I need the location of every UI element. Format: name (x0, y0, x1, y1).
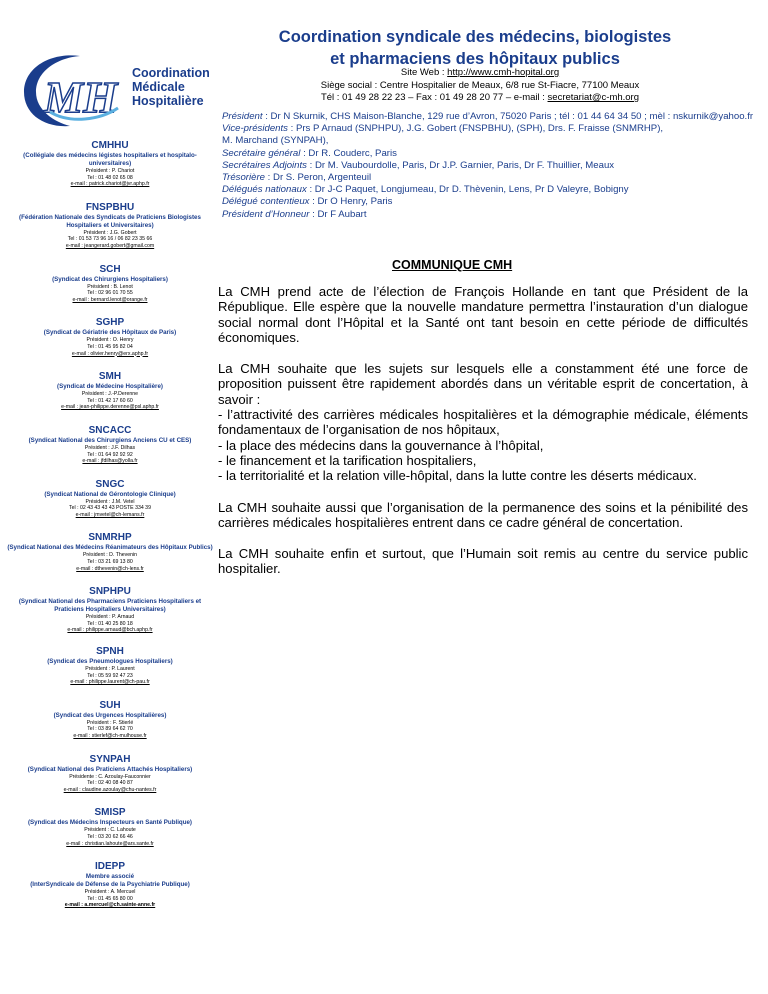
officer-role: Secrétaires Adjoints (222, 159, 307, 171)
union-entry (6, 646, 214, 686)
union-contact-line: Tel : 01 45 65 80 00 (87, 895, 133, 902)
union-fullname: (Syndicat des Médecins Inspecteurs en Santé Publique) (27, 819, 192, 827)
union-contact-line: Tel : 01 42 17 60 60 (87, 397, 133, 404)
paragraph-line: La CMH souhaite aussi que l’organisation de la permanence des soins et la pénibilité des carrières médicales hospitalières entrent dans ce cadre général de concertation. (218, 499, 748, 530)
site-label: Site Web : (400, 67, 448, 78)
officer-text: : Dr R. Couderc, Paris (300, 147, 397, 159)
union-contact-line: Tel : 03 20 62 66 46 (87, 833, 133, 840)
tel-prefix: Tél : 01 49 28 22 23 – Fax : 01 49 28 20 77 – e-mail : (320, 92, 548, 103)
union-entry (6, 586, 214, 634)
officer-row (222, 209, 762, 221)
union-fullname: (Syndicat de Médecine Hospitalière) (57, 383, 163, 391)
union-entry (6, 264, 214, 304)
union-contact-line: Président : J.-P.Derenne (81, 391, 139, 398)
union-fullname: (Syndicat National des Chirurgiens Anciens CU et CES) (28, 436, 192, 444)
union-email-link[interactable]: e-mail : a.mercuel@ch.sainte-anne.fr (64, 902, 156, 909)
union-entry (6, 317, 214, 357)
union-fullname: (Syndicat de Gériatrie des Hôpitaux de Paris) (43, 329, 177, 337)
union-abbr: SNPHPU (89, 586, 131, 598)
union-email-link[interactable]: e-mail : philippe.arnaud@bch.aphp.fr (67, 627, 153, 634)
contact-block (230, 67, 730, 105)
union-abbr: SUH (99, 699, 121, 711)
union-abbr: SPNH (96, 646, 124, 658)
officer-row (222, 111, 762, 123)
union-contact-line: Président : F. Stierlé (86, 719, 134, 726)
union-contact-line: Président : J.G. Gobert (83, 229, 137, 236)
logo-line-3: Hospitalière (132, 94, 204, 108)
union-fullname: (Syndicat des Chirurgiens Hospitaliers) (52, 275, 168, 283)
logo-line-1: Coordination (132, 66, 210, 80)
member-unions-sidebar (6, 140, 214, 909)
union-entry (6, 371, 214, 411)
union-abbr: SYNPAH (89, 753, 131, 765)
union-contact-line: Tel : 01 53 73 96 16 / 06 82 23 35 66 (67, 236, 153, 243)
union-contact-line: Présidente : C. Azoulay-Fauconnier (69, 773, 151, 780)
officer-text: : Dr F Aubart (309, 208, 367, 220)
officer-text: : Prs P Arnaud (SNPHPU), J.G. Gobert (FNSPBHU), (SPH), Drs. F. Fraisse (SNMRHP), (287, 123, 664, 135)
union-fullname: (Syndicat National des Praticiens Attachés Hospitaliers) (27, 765, 193, 773)
communique-title: COMMUNIQUE CMH (392, 258, 513, 272)
union-email-link[interactable]: e-mail : jeangerard.gobert@gmail.com (65, 242, 155, 249)
officer-row (222, 184, 762, 196)
union-contact-line: Tel : 03 89 64 62 70 (87, 726, 133, 733)
officer-role: Vice-présidents (222, 123, 288, 135)
union-abbr: SNCACC (88, 424, 132, 436)
union-contact-line: Président : J.M. Vetel (85, 498, 135, 505)
union-contact-line: Président : P. Chariot (85, 168, 135, 174)
paragraph-line: La CMH souhaite que les sujets sur lesquels elle a constamment été une force de proposition puissent être rapidement abordés dans un véritable esprit de concertation, à savoir : (218, 361, 748, 407)
union-contact-line: Président : D. Thevenin (82, 552, 138, 559)
union-entry (6, 425, 214, 465)
union-abbr: SNGC (95, 478, 125, 490)
union-email-link[interactable]: e-mail : patrick.chariot@jvr.aphp.fr (70, 181, 150, 188)
paragraph-line: - la territorialité et la relation ville-hôpital, dans la lutte contre les déserts médicaux. (218, 468, 697, 484)
officer-role: Secrétaire général (222, 147, 301, 159)
union-entry (6, 861, 214, 909)
officer-role: Délégué contentieux (222, 196, 310, 208)
union-contact-line: Tel : 05 59 92 47 23 (87, 672, 133, 679)
union-email-link[interactable]: e-mail : jean-philippe.derenne@psl.aphp.fr (61, 404, 159, 411)
union-contact-line: Tel : 01 64 92 92 92 (87, 451, 133, 458)
paragraph-line: La CMH prend acte de l’élection de François Hollande en tant que Président de la République. Elle espère que la nouvelle mandature permettra l’instauration d’un dialogue social normal dont l’Hôpital et la Santé ont tant besoin en cette période de difficultés économiques. (218, 284, 748, 345)
union-contact-line: Tel : 01 40 25 80 18 (87, 620, 133, 627)
union-email-link[interactable]: e-mail : claudine.azoulay@chu-nantes.fr (63, 786, 157, 793)
logo-text (132, 66, 210, 108)
officer-text: : Dr J-C Paquet, Longjumeau, Dr D. Thèvenin, Lens, Pr D Valeyre, Bobigny (306, 184, 629, 196)
union-entry (6, 202, 214, 250)
communique-paragraph (218, 500, 748, 531)
union-abbr: IDEPP (94, 861, 125, 873)
union-entry (6, 479, 214, 519)
site-web-line (230, 67, 730, 80)
union-contact-line: Président : P. Arnaud (85, 614, 135, 621)
union-contact-line: Tel : 02 40 08 40 87 (87, 780, 133, 787)
communique-paragraph (218, 284, 748, 345)
paragraph-line: - la place des médecins dans la gouvernance à l’hôpital, (218, 437, 544, 453)
union-entry (6, 140, 214, 188)
officer-row (222, 148, 762, 160)
union-fullname: Membre associé (InterSyndicale de Défense de la Psychiatrie Publique) (30, 873, 190, 889)
communique-body (218, 284, 748, 593)
officer-role: Président (222, 111, 263, 122)
union-fullname: (Syndicat des Urgences Hospitalières) (53, 711, 167, 719)
officer-row (222, 123, 762, 135)
officer-text: : Dr N Skurnik, CHS Maison-Blanche, 129 rue d’Avron, 75020 Paris ; tél : 01 44 64 34 50 ; mèl : nskurnik@yahoo.fr (262, 111, 754, 122)
union-email-link[interactable]: e-mail : jmvetel@ch-lemans.fr (75, 511, 145, 518)
siege-line: Siège social : Centre Hospitalier de Meaux, 6/8 rue St-Fiacre, 77100 Meaux (320, 79, 640, 91)
paragraph-line: - l’attractivité des carrières médicales hospitalières et la démographie médicale, éléments fondamentaux de l’organisation de nos hôpitaux, (218, 407, 748, 438)
union-contact-line: Président : C. Lahoute (84, 827, 136, 834)
union-email-link[interactable]: e-mail : bernard.lenot@orange.fr (72, 296, 148, 303)
union-abbr: SMH (98, 371, 122, 383)
officer-row (222, 172, 762, 184)
union-entry (6, 807, 214, 847)
communique-paragraph (218, 361, 748, 483)
officer-text: M. Marchand (SYNPAH), (222, 135, 329, 147)
union-contact-line: Président : P. Laurent (85, 666, 135, 673)
union-abbr: SMISP (94, 807, 126, 819)
union-contact-line: Président : J.F. Dilhas (84, 444, 136, 451)
union-contact-line: Tel : 01 48 02 65 08 (87, 174, 133, 181)
union-contact-line: Tel : 02 43 43 43 43 POSTE 334 39 (69, 505, 151, 512)
union-entry (6, 754, 214, 794)
paragraph-line: - le financement et la tarification hospitaliers, (218, 452, 477, 468)
union-fullname: (Syndicat National des Pharmaciens Praticiens Hospitaliers et Praticiens Hospitaliers Universitaires) (18, 598, 202, 614)
site-link[interactable]: http://www.cmh-hopital.org (447, 67, 560, 78)
union-email-link[interactable]: e-mail : dthevenin@ch-lens.fr (76, 565, 144, 572)
title-line-2: et pharmaciens des hôpitaux publics (330, 50, 620, 68)
union-fullname: (Syndicat National de Gérontologie Clinique) (44, 490, 176, 498)
union-fullname: (Syndicat National des Médecins Réanimateurs des Hôpitaux Publics) (7, 544, 213, 552)
union-contact-line: Président : A. Mercuel (84, 889, 136, 896)
officer-text: : Dr M. Vaubourdolle, Paris, Dr J.P. Garnier, Paris, Dr F. Thuillier, Meaux (306, 159, 615, 171)
document-title (260, 26, 690, 70)
logo-line-2: Médicale (132, 80, 185, 94)
svg-text:MH: MH (44, 73, 118, 122)
officer-row (222, 160, 762, 172)
union-email-link[interactable]: e-mail : christian.lahoute@ars.sante.fr (66, 840, 154, 847)
email-link[interactable]: secretariat@c-mh.org (547, 92, 640, 103)
union-email-link[interactable]: e-mail : philippe.laurent@ch-pau.fr (70, 679, 150, 686)
officer-row (222, 135, 762, 147)
union-fullname: (Fédération Nationale des Syndicats de Praticiens Biologistes Hospitaliers et Universitaires) (19, 213, 201, 229)
union-contact-line: Président : O. Henry (86, 337, 134, 344)
officer-role: Délégués nationaux (222, 184, 307, 196)
union-entry (6, 532, 214, 572)
officer-role: Président d’Honneur (222, 208, 310, 220)
union-email-link[interactable]: e-mail : jfdilhas@yolla.fr (82, 458, 138, 465)
union-entry (6, 700, 214, 740)
union-abbr: SNMRHP (88, 532, 132, 544)
title-line-1: Coordination syndicale des médecins, biologistes (278, 28, 672, 46)
paragraph-line: La CMH souhaite enfin et surtout, que l’Humain soit remis au centre du service public hospitalier. (218, 546, 748, 577)
union-abbr: FNSPBHU (85, 201, 135, 213)
union-email-link[interactable]: e-mail : stierlef@ch-mulhouse.fr (73, 733, 147, 739)
officer-text: : Dr O Henry, Paris (309, 196, 393, 208)
communique-paragraph (218, 546, 748, 577)
officers-list (222, 111, 762, 221)
union-fullname: (Collégiale des médecins légistes hospitaliers et hospitalo-universitaires) (23, 152, 197, 167)
union-email-link[interactable]: e-mail : olivier.henry@erx.aphp.fr (71, 350, 149, 357)
union-contact-line: Tel : 03 21 69 13 80 (87, 559, 133, 566)
officer-role: Trésorière (222, 172, 266, 184)
union-abbr: SGHP (95, 317, 125, 329)
union-abbr: CMHHU (91, 140, 129, 151)
union-contact-line: Président : B. Lenot (87, 283, 133, 290)
officer-row (222, 196, 762, 208)
officer-text: : Dr S. Peron, Argenteuil (265, 172, 372, 184)
tel-line (230, 92, 730, 105)
union-abbr: SCH (99, 263, 121, 275)
cmh-logo (20, 50, 220, 130)
union-contact-line: Tel : 01 45 95 82 04 (87, 343, 133, 350)
cmh-logo-mark (20, 50, 132, 130)
union-fullname: (Syndicat des Pneumologues Hospitaliers) (47, 658, 173, 666)
union-contact-line: Tel : 02 96 01 70 55 (87, 290, 133, 297)
